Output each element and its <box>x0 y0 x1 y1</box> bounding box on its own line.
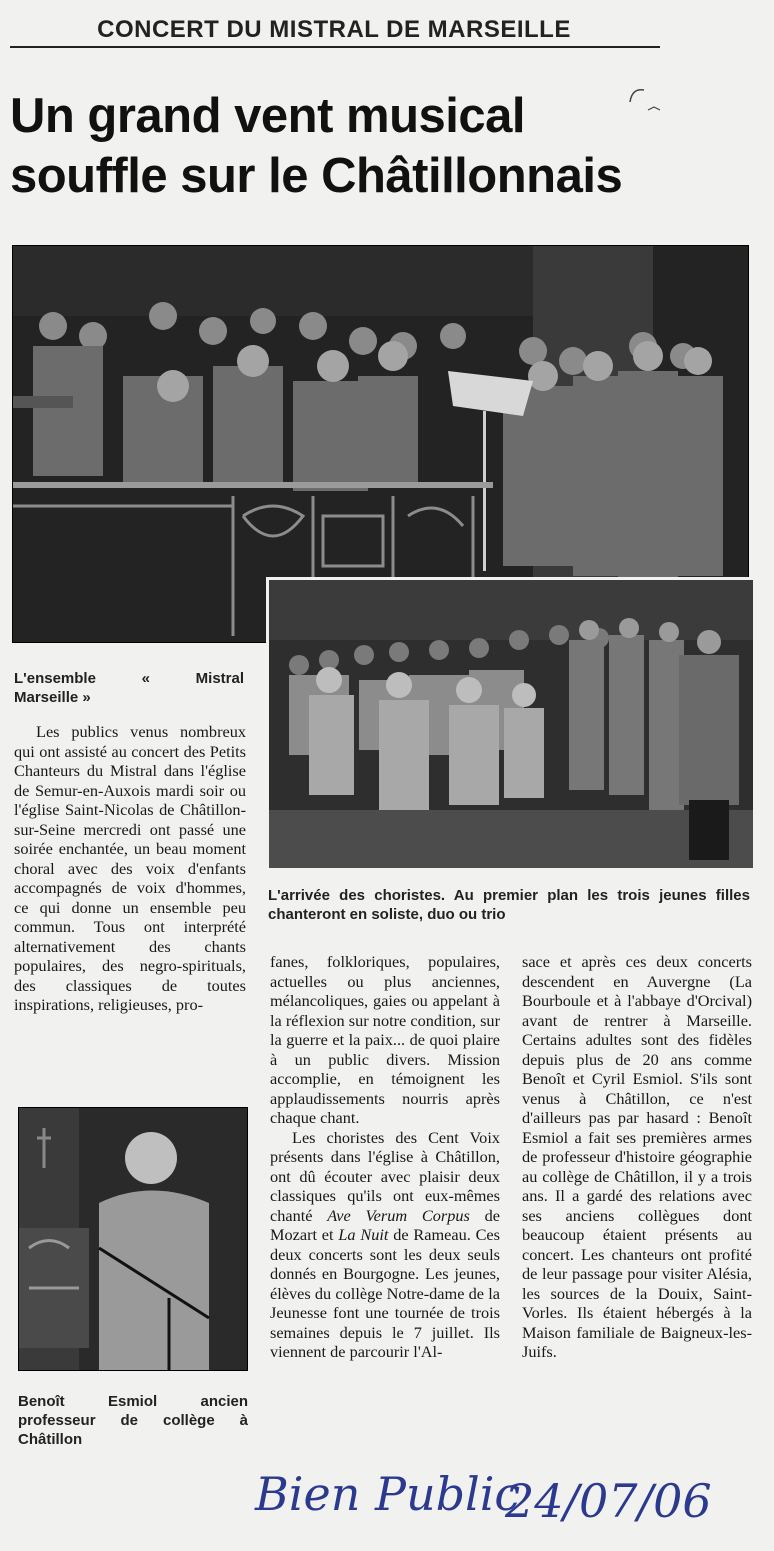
kicker-rule <box>10 46 660 48</box>
arrival-photo-caption: L'arrivée des choristes. Au premier plan les trois jeunes filles chanteront en soliste, duo ou trio <box>268 887 750 923</box>
arrival-photo <box>266 577 756 871</box>
work-title: La Nuit <box>338 1225 389 1244</box>
headline-line-2: souffle sur le Châtillonnais <box>10 149 623 203</box>
paragraph: Les publics venus nombreux qui ont assisté au concert des Petits Chanteurs du Mistral dans l'église de Semur-en-Auxois mardi soir ou l'église Saint-Nicolas de Châtillon-sur-Seine mercredi ont passé une soirée enchantée, un beau moment choral avec des voix d'enfants accompagnés de voix d'hommes, ce qui donne un ensemble peu commun. Tous ont interprété alternativement des chants populaires, des negro-spirituals, des classiques de toutes inspirations, religieuses, pro- <box>14 722 246 1014</box>
work-title: Ave Verum Corpus <box>327 1205 470 1225</box>
article-column-3 <box>522 952 752 1362</box>
choir-caption-line-1: L'ensemble « Mistral <box>14 670 244 687</box>
handwritten-date: 24/07/06 <box>505 1474 712 1528</box>
portrait-caption: Benoît Esmiol ancien professeur de collège à Châtillon <box>18 1393 248 1448</box>
article-column-2 <box>270 952 500 1362</box>
portrait-photo <box>18 1107 248 1371</box>
choir-caption-line-2: Marseille » <box>14 689 91 706</box>
pen-scribble-mark <box>622 80 672 120</box>
choir-photo-caption <box>14 669 244 707</box>
paragraph: sace et après ces deux concerts descendent en Auvergne (La Bourboule et à l'abbaye d'Orcival) avant de rentrer à Marseille. Certains adultes sont des fidèles depuis plus de 20 ans comme Benoît et Cyril Esmiol. S'ils sont venus à Châtillon, ce n'est d'ailleurs pas par hasard : Benoît Esmiol a fait ses premières armes de professeur d'histoire géographie au collège de Châtillon, il y a trois ans. Il a gardé des relations avec ses anciens collègues dont beaucoup étaient présents au concert. Les chanteurs ont profité de leur passage pour visiter Alésia, les sources de la Douix, Saint-Vorles. Ils étaient hébergés à la Maison familiale de Baigneux-les-Juifs. <box>522 952 752 1361</box>
paragraph: fanes, folkloriques, populaires, actuelles ou plus anciennes, mélancoliques, gaies ou appelant à la réflexion sur notre condition, sur la guerre et la paix... de quoi plaire à un public divers. Mission accomplie, en témoignent les applaudissements nourris après chaque chant. <box>270 952 500 1127</box>
handwritten-annotation <box>250 1455 720 1535</box>
headline-line-1: Un grand vent musical <box>10 89 526 143</box>
section-kicker: CONCERT DU MISTRAL DE MARSEILLE <box>97 16 571 43</box>
article-column-1 <box>14 722 246 1015</box>
paragraph: Les choristes des Cent Voix présents dans l'église à Châtillon, ont dû écouter avec plaisir deux classiques qu'ils ont eux-mêmes chanté Ave Verum Corpus de Mozart et La Nuit de Rameau. Ces deux concerts sont les deux seuls donnés en Bourgogne. Les jeunes, élèves du collège Notre-dame de la Jeunesse font une tournée de trois semaines depuis le 7 juillet. Ils viennent de parcourir l'Al- <box>270 1127 500 1361</box>
handwritten-source: Bien Public <box>255 1467 521 1521</box>
